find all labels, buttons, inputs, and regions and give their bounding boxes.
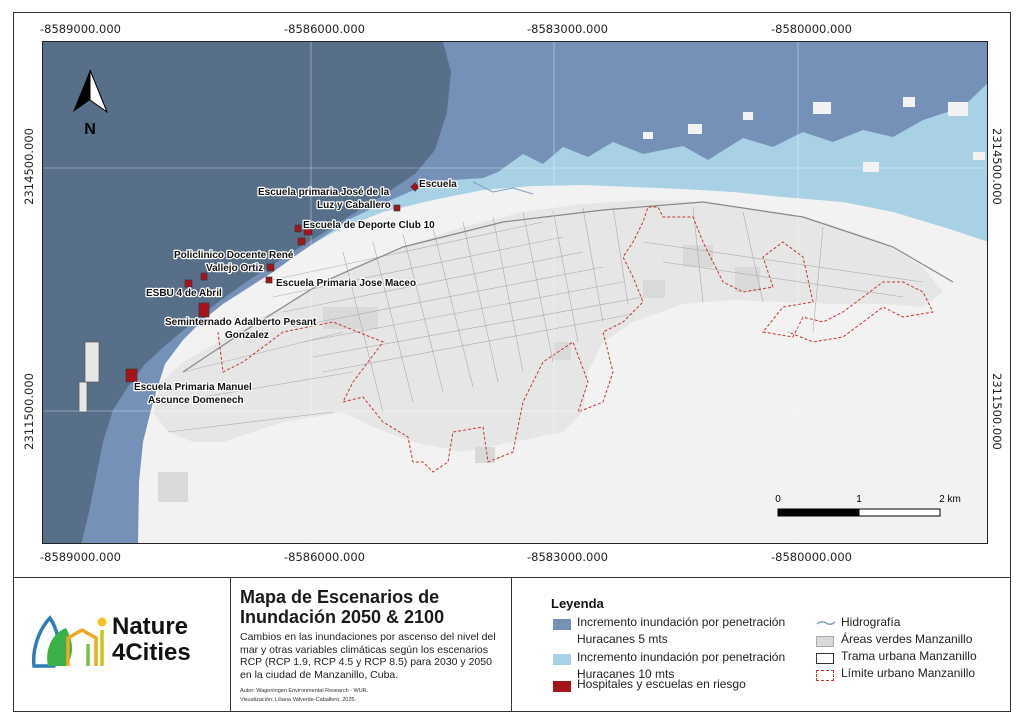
legend-label-hydro: Hidrografía	[841, 615, 901, 629]
facility-marker-club10-a[interactable]	[295, 225, 301, 232]
facility-marker-esbu-a[interactable]	[201, 273, 207, 280]
legend-swatch-hydro	[816, 618, 836, 628]
facility-marker-esbu-b[interactable]	[185, 280, 192, 287]
pier	[85, 342, 99, 382]
coord-bottom-1: -8589000.000	[40, 550, 121, 564]
coord-top-4: -8580000.000	[771, 22, 852, 36]
coord-top-2: -8586000.000	[284, 22, 365, 36]
facility-marker-seminternado[interactable]	[199, 303, 209, 317]
legend-label-flood-5m-1: Incremento inundación por penetración	[577, 615, 786, 629]
legend-swatch-green	[816, 636, 834, 647]
legend-label-green: Áreas verdes Manzanillo	[841, 632, 973, 646]
nature4cities-logo	[28, 608, 223, 678]
place-label-jose-luz-1: Escuela primaria José de la	[258, 187, 390, 198]
place-label-seminternado-2: Gonzalez	[225, 330, 269, 341]
coord-right-2: 2311500.000	[990, 373, 1004, 450]
pier-2	[79, 382, 87, 412]
logo-divider	[230, 577, 231, 712]
scale-label-0: 0	[775, 494, 781, 505]
map-subtitle: Cambios en las inundaciones por ascenso del nivel del mar y otras variables climáticas según los escenarios RCP (RCP 1.9, RCP 4.5 y RCP 8.5) para 2030 y 2050 en la ciudad de Manzanillo, Cuba.	[240, 631, 496, 681]
coord-top-1: -8589000.000	[40, 22, 121, 36]
legend-title: Leyenda	[551, 596, 604, 611]
map-title-line2: Inundación 2050 & 2100	[240, 607, 445, 627]
facility-marker-club10-c[interactable]	[298, 238, 305, 245]
map-title	[240, 587, 500, 627]
logo-text-line1: Nature	[112, 613, 189, 640]
legend-item-flood-5m	[577, 614, 785, 648]
coord-bottom-3: -8583000.000	[527, 550, 608, 564]
facility-marker-jose-luz[interactable]	[394, 205, 400, 211]
coord-left-1: 2314500.000	[22, 128, 36, 205]
map-frame[interactable]	[42, 41, 988, 544]
facility-marker-policlinico[interactable]	[267, 264, 274, 271]
legend-label-flood-5m-2: Huracanes 5 mts	[577, 632, 668, 646]
place-label-escuela: Escuela	[419, 179, 457, 190]
place-label-manuel-1: Escuela Primaria Manuel	[134, 382, 252, 393]
place-label-jose-luz-2: Luz y Caballero	[317, 200, 391, 211]
north-label: N	[84, 121, 96, 138]
facility-marker-maceo[interactable]	[266, 277, 272, 283]
facility-marker-manuel-ascunce[interactable]	[126, 369, 137, 382]
place-label-club10: Escuela de Deporte Club 10	[303, 220, 435, 231]
logo-text-line2: 4Cities	[112, 639, 191, 666]
coord-bottom-2: -8586000.000	[284, 550, 365, 564]
legend-label-risk: Hospitales y escuelas en riesgo	[577, 677, 746, 691]
legend-label-flood-10m-2: Huracanes 10 mts	[577, 667, 675, 681]
legend-swatch-urban-limit	[816, 670, 834, 681]
place-label-esbu: ESBU 4 de Abril	[146, 288, 222, 299]
legend-swatch-risk	[553, 681, 571, 692]
logo-leaves-icon	[28, 608, 108, 673]
legend-swatch-flood-5m	[553, 619, 571, 630]
map-title-line1: Mapa de Escenarios de	[240, 587, 440, 607]
coord-right-1: 2314500.000	[990, 128, 1004, 205]
place-label-maceo: Escuela Primaria Jose Maceo	[276, 278, 417, 289]
scale-label-2: 2 km	[939, 494, 961, 505]
credit-author: Autor: Wageningen Environmental Research - WUR.	[240, 688, 369, 694]
bottom-divider	[13, 577, 1011, 578]
place-label-seminternado-1: Seminternado Adalberto Pesant	[165, 317, 317, 328]
legend-label-urban-limit: Límite urbano Manzanillo	[841, 666, 976, 680]
legend-label-flood-10m-1: Incremento inundación por penetración	[577, 650, 786, 664]
coord-bottom-4: -8580000.000	[771, 550, 852, 564]
flood-map[interactable]	[43, 42, 988, 544]
legend-swatch-urban-grid	[816, 653, 834, 664]
legend-swatch-flood-10m	[553, 654, 571, 665]
place-label-policlinico-2: Vallejo Ortiz	[206, 263, 264, 274]
scale-label-1: 1	[856, 494, 862, 505]
coord-left-2: 2311500.000	[22, 373, 36, 450]
place-label-manuel-2: Ascunce Domenech	[148, 395, 244, 406]
legend-divider	[511, 577, 512, 712]
legend-label-urban-grid: Trama urbana Manzanillo	[841, 649, 977, 663]
credit-visualization: Visualización: Liliana Valverde-Caballero, 2025.	[240, 697, 356, 703]
place-label-policlinico-1: Policlinico Docente René	[174, 250, 294, 261]
coord-top-3: -8583000.000	[527, 22, 608, 36]
